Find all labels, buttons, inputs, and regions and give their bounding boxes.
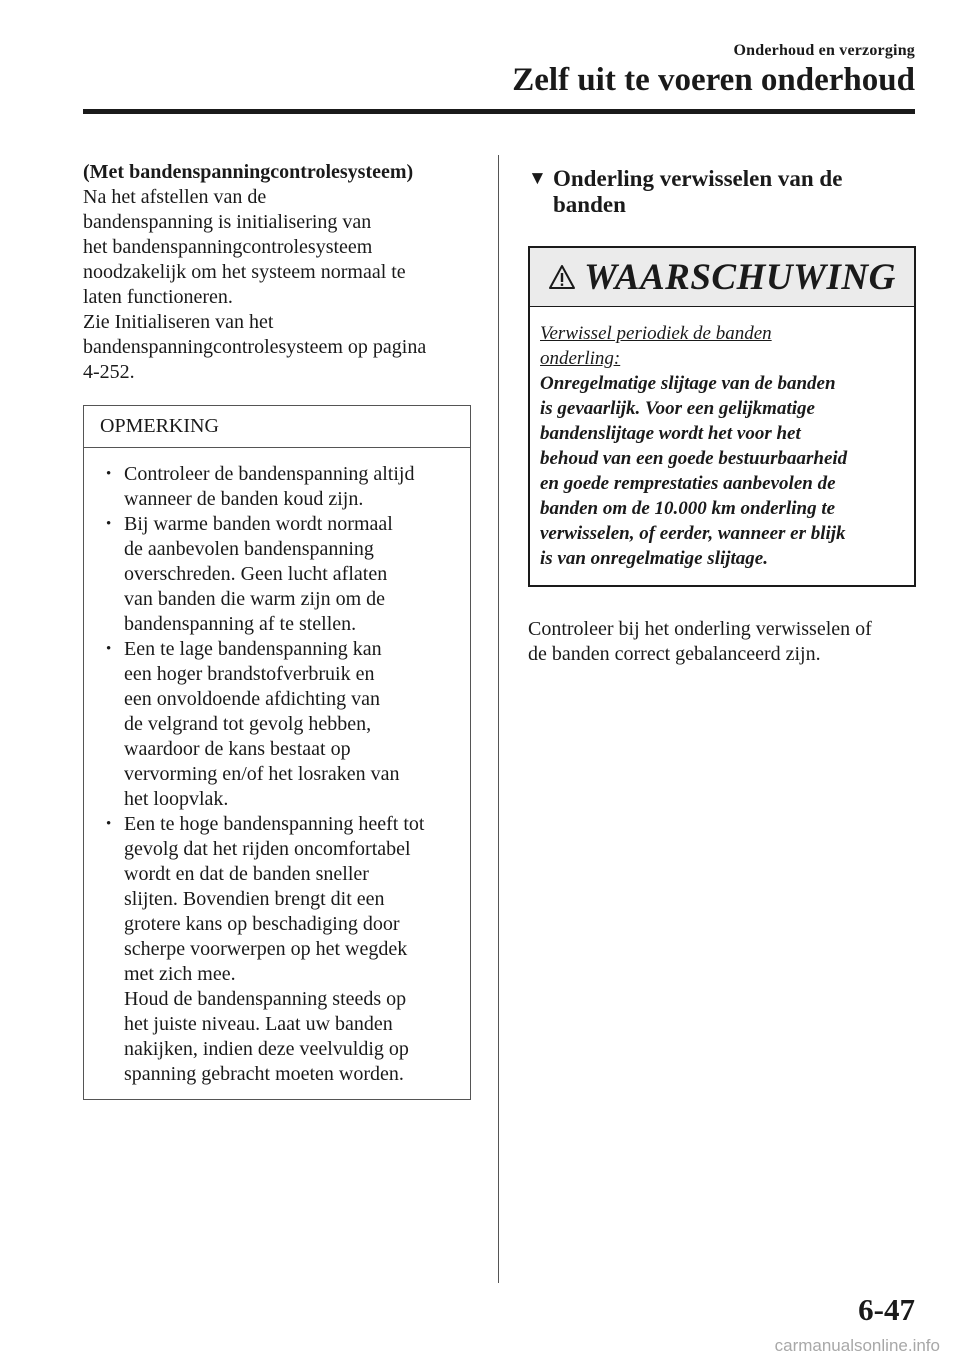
watermark: carmanualsonline.info — [774, 1336, 940, 1355]
note-line: gevolg dat het rijden oncomfortabel — [124, 838, 411, 860]
paragraph-line: Controleer bij het onderling verwisselen of — [528, 618, 872, 640]
warning-line: verwisselen, of eerder, wanneer er blijk — [540, 523, 846, 544]
warning-subheading-line: Verwissel periodiek de banden — [540, 323, 772, 344]
note-line: slijten. Bovendien brengt dit een — [124, 888, 385, 910]
note-line: waardoor de kans bestaat op — [124, 738, 351, 760]
note-item — [106, 637, 462, 812]
note-line: de velgrand tot gevolg hebben, — [124, 713, 372, 735]
note-line: de aanbevolen bandenspanning — [124, 538, 374, 560]
paragraph-line: noodzakelijk om het systeem normaal te — [83, 261, 406, 283]
paragraph-line: 4-252. — [83, 361, 135, 383]
section-name: Onderhoud en verzorging — [733, 42, 915, 59]
warning-line: behoud van een goede bestuurbaarheid — [540, 448, 848, 469]
heading-line: banden — [553, 192, 626, 217]
note-line: • Controleer de bandenspanning altijd — [124, 463, 415, 485]
warning-line: Onregelmatige slijtage van de banden — [540, 373, 836, 394]
page-title: Zelf uit te voeren onderhoud — [512, 62, 915, 98]
paragraph-line: laten functioneren. — [83, 286, 233, 308]
section-heading — [528, 166, 920, 218]
paragraph-line: het bandenspanningcontrolesysteem — [83, 236, 373, 258]
warning-title: WAARSCHUWING — [584, 256, 896, 298]
page-number: 6-47 — [858, 1292, 915, 1327]
warning-subheading — [540, 321, 902, 371]
note-line: van banden die warm zijn om de — [124, 588, 386, 610]
note-box — [83, 405, 471, 1100]
warning-line: is van onregelmatige slijtage. — [540, 548, 768, 569]
intro-paragraph — [83, 185, 473, 385]
column-divider — [498, 155, 499, 1283]
paragraph-line: de banden correct gebalanceerd zijn. — [528, 643, 821, 665]
note-line: • Een te lage bandenspanning kan — [124, 638, 382, 660]
warning-line: bandenslijtage wordt het voor het — [540, 423, 801, 444]
note-line: bandenspanning af te stellen. — [124, 613, 357, 635]
warning-header — [530, 248, 914, 307]
note-line: • Bij warme banden wordt normaal — [124, 513, 393, 535]
paragraph-line: Zie Initialiseren van het — [83, 311, 274, 333]
section-heading-text — [553, 166, 842, 218]
warning-line: en goede remprestaties aanbevolen de — [540, 473, 836, 494]
paragraph-heading: (Met bandenspanningcontrolesysteem) — [83, 161, 414, 183]
warning-triangle-icon — [548, 264, 576, 290]
note-title: OPMERKING — [84, 406, 470, 448]
note-line: grotere kans op beschadiging door — [124, 913, 400, 935]
header-rule — [83, 109, 915, 114]
note-list — [84, 448, 470, 1099]
note-line: overschreden. Geen lucht aflaten — [124, 563, 388, 585]
warning-line: is gevaarlijk. Voor een gelijkmatige — [540, 398, 815, 419]
left-column — [83, 160, 473, 1100]
note-line: scherpe voorwerpen op het wegdek — [124, 938, 408, 960]
paragraph-line: Na het afstellen van de — [83, 186, 267, 208]
note-line: Houd de bandenspanning steeds op — [124, 988, 407, 1010]
right-column — [528, 166, 920, 667]
note-line: spanning gebracht moeten worden. — [124, 1063, 404, 1085]
warning-subheading-line: onderling: — [540, 348, 621, 369]
paragraph-line: bandenspanning is initialisering van — [83, 211, 372, 233]
triangle-down-icon: ▼ — [528, 168, 547, 189]
heading-line: Onderling verwisselen van de — [553, 166, 843, 191]
note-item — [106, 812, 462, 1087]
warning-line: banden om de 10.000 km onderling te — [540, 498, 836, 519]
note-line: • Een te hoge bandenspanning heeft tot — [124, 813, 425, 835]
warning-body — [530, 307, 914, 585]
note-line: vervorming en/of het losraken van — [124, 763, 400, 785]
note-line: het loopvlak. — [124, 788, 229, 810]
note-line: wanneer de banden koud zijn. — [124, 488, 364, 510]
note-line: met zich mee. — [124, 963, 236, 985]
note-line: een hoger brandstofverbruik en — [124, 663, 375, 685]
note-line: nakijken, indien deze veelvuldig op — [124, 1038, 409, 1060]
paragraph-line: bandenspanningcontrolesysteem op pagina — [83, 336, 427, 358]
note-line: een onvoldoende afdichting van — [124, 688, 381, 710]
note-item — [106, 512, 462, 637]
note-line: het juiste niveau. Laat uw banden — [124, 1013, 393, 1035]
note-line: wordt en dat de banden sneller — [124, 863, 369, 885]
note-item — [106, 462, 462, 512]
balance-paragraph — [528, 617, 920, 667]
warning-box — [528, 246, 916, 587]
